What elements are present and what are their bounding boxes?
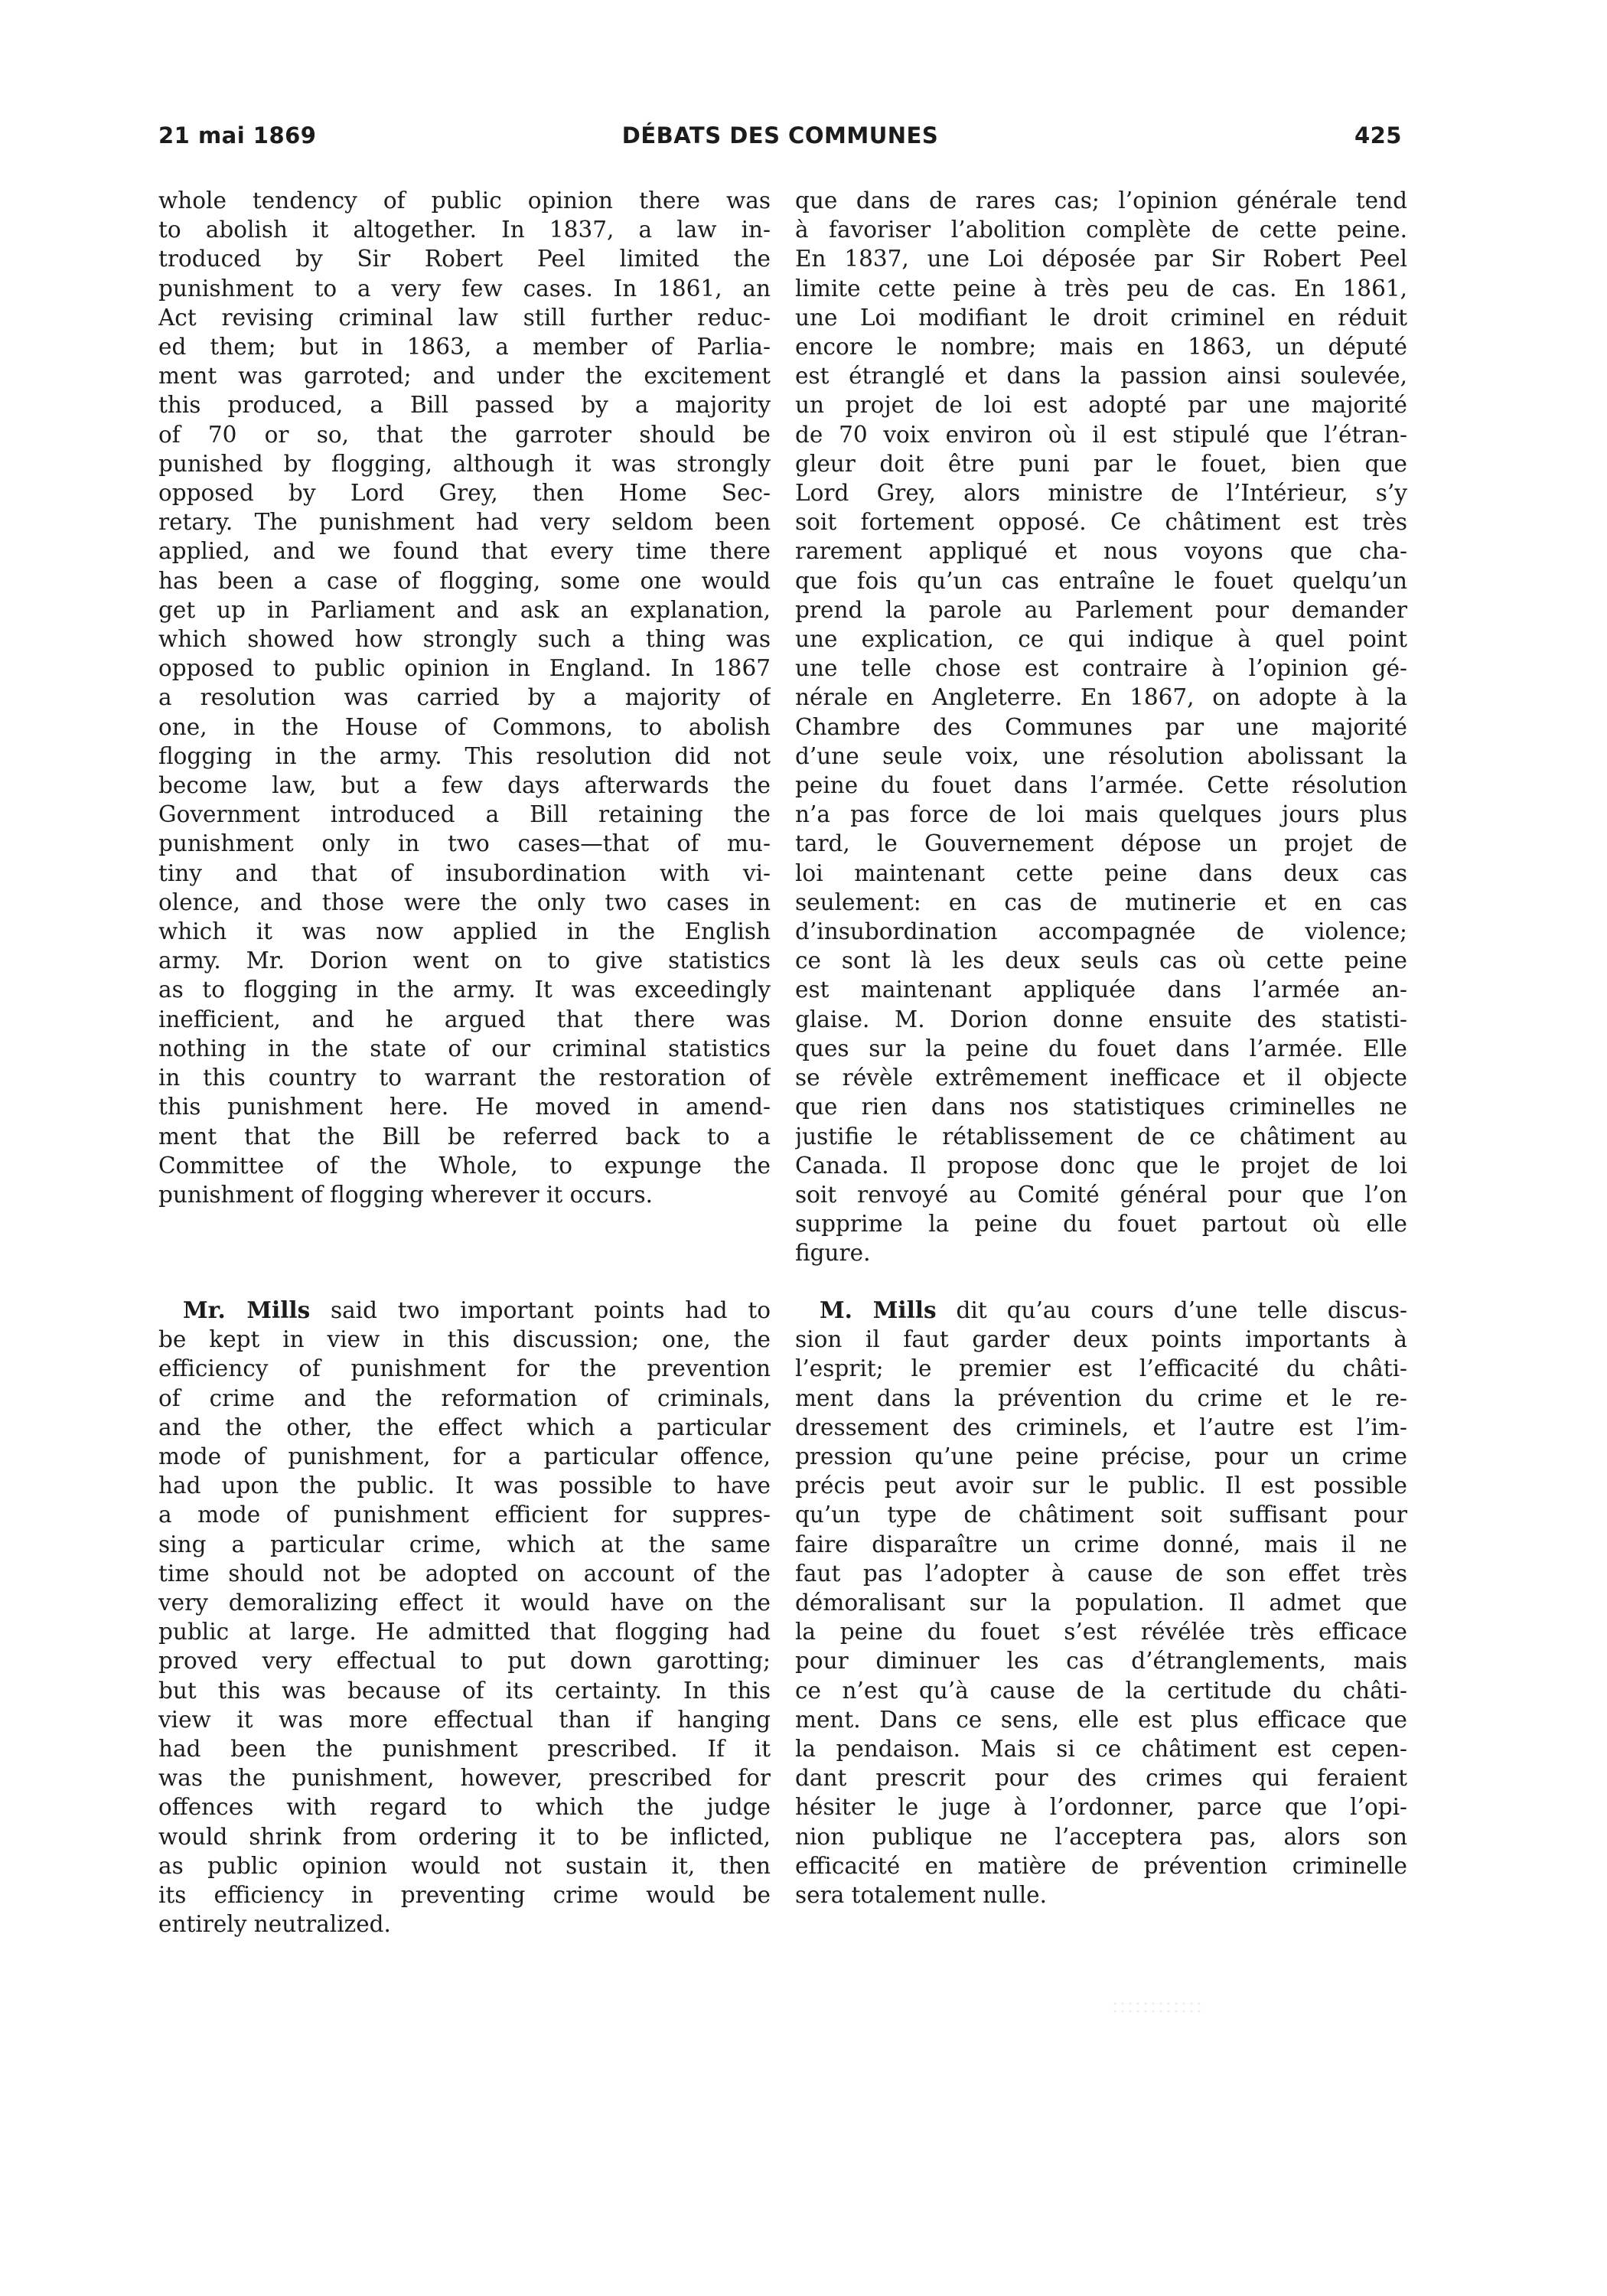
text-line: whole tendency of public opinion there was (158, 188, 771, 214)
paragraph-body (795, 1325, 1407, 1910)
paragraph-body (158, 1325, 771, 1939)
text-line: nion publique ne l’acceptera pas, alors son (795, 1823, 1407, 1850)
text-line: inefficient, and he argued that there was (158, 1006, 771, 1032)
text-line: sing a particular crime, which at the same (158, 1531, 771, 1557)
text-line: had been the punishment prescribed. If it (158, 1736, 771, 1763)
text-line: rarement appliqué et nous voyons que cha- (795, 538, 1407, 565)
text-line: as public opinion would not sustain it, then (158, 1852, 771, 1879)
text-line: to abolish it altogether. In 1837, a law in- (158, 217, 771, 243)
text-line: pour diminuer les cas d’étranglements, mais (795, 1648, 1407, 1675)
text-line: troduced by Sir Robert Peel limited the (158, 246, 771, 272)
text-line: proved very effectual to put down garotting; (158, 1648, 771, 1675)
page-number: 425 (1354, 122, 1402, 148)
text-line: opposed to public opinion in England. In 1867 (158, 655, 771, 682)
text-line: loi maintenant cette peine dans deux cas (795, 859, 1407, 886)
text-line: encore le nombre; mais en 1863, un député (795, 334, 1407, 360)
text-line: but this was because of its certainty. In this (158, 1677, 771, 1704)
page-header (158, 122, 1402, 161)
text-line: punishment to a very few cases. In 1861, an (158, 275, 771, 302)
text-line: soit fortement opposé. Ce châtiment est très (795, 509, 1407, 536)
english-column-top (158, 186, 771, 1209)
first-line (158, 1296, 771, 1325)
text-line: gleur doit être puni par le fouet, bien que (795, 450, 1407, 477)
speaker-name: Mr. Mills (183, 1296, 311, 1323)
text-line: n’a pas force de loi mais quelques jours plus (795, 801, 1407, 828)
text-line: démoralisant sur la population. Il admet que (795, 1590, 1407, 1616)
text-line: est maintenant appliquée dans l’armée an- (795, 977, 1407, 1003)
text-line: has been a case of flogging, some one would (158, 567, 771, 594)
text-line: de 70 voix environ où il est stipulé que l’étran- (795, 421, 1407, 448)
text-line: flogging in the army. This resolution did not (158, 742, 771, 769)
text-line: olence, and those were the only two cases in (158, 889, 771, 915)
text-line: dressement des criminels, et l’autre est l’im- (795, 1414, 1407, 1440)
text-line: d’une seule voix, une résolution abolissant la (795, 742, 1407, 769)
text-line: become law, but a few days afterwards the (158, 772, 771, 799)
text-line: punishment of flogging wherever it occurs. (158, 1181, 654, 1208)
text-line: in this country to warrant the restoration of (158, 1065, 771, 1091)
text-line: be kept in view in this discussion; one, the (158, 1326, 771, 1353)
text-line: and the other, the effect which a particular (158, 1414, 771, 1440)
text-line: as to flogging in the army. It was exceedingly (158, 977, 771, 1003)
text-line: a resolution was carried by a majority of (158, 684, 771, 711)
first-line (795, 1296, 1407, 1325)
text-line: que fois qu’un cas entraîne le fouet quelqu’un (795, 567, 1407, 594)
text-line: its efficiency in preventing crime would be (158, 1882, 771, 1909)
text-line: time should not be adopted on account of the (158, 1560, 771, 1587)
text-line: of 70 or so, that the garroter should be (158, 421, 771, 448)
text-line: Canada. Il propose donc que le projet de loi (795, 1152, 1407, 1179)
text-line: que rien dans nos statistiques criminelles ne (795, 1094, 1407, 1120)
text-line: d’insubordination accompagnée de violence; (795, 918, 1407, 945)
english-paragraph-mills (158, 1296, 771, 1939)
text-line: punished by flogging, although it was strongly (158, 450, 771, 477)
text-line: à favoriser l’abolition complète de cette peine. (795, 217, 1407, 243)
text-line: efficiency of punishment for the prevention (158, 1355, 771, 1382)
text-line: was the punishment, however, prescribed for (158, 1765, 771, 1792)
text-line: une telle chose est contraire à l’opinion gé- (795, 655, 1407, 682)
text-line: ce sont là les deux seuls cas où cette peine (795, 947, 1407, 974)
text-line: punishment only in two cases—that of mu- (158, 830, 771, 857)
french-paragraph-dorion (795, 186, 1407, 1268)
french-column-top (795, 186, 1407, 1268)
text-line: which it was now applied in the English (158, 918, 771, 945)
text-line: Chambre des Communes par une majorité (795, 713, 1407, 740)
speaker-name: M. Mills (820, 1296, 937, 1323)
text-line: would shrink from ordering it to be inflicted, (158, 1823, 771, 1850)
text-line: peine du fouet dans l’armée. Cette résolution (795, 772, 1407, 799)
text-line: public at large. He admitted that flogging had (158, 1619, 771, 1645)
text-line: ment that the Bill be referred back to a (158, 1123, 771, 1150)
text-line: which showed how strongly such a thing was (158, 626, 771, 653)
text-line: Act revising criminal law still further reduc- (158, 304, 771, 331)
text-line: figure. (795, 1240, 871, 1267)
header-date: 21 mai 1869 (158, 122, 317, 148)
text-line: applied, and we found that every time there (158, 538, 771, 565)
text-line: que dans de rares cas; l’opinion générale tend (795, 188, 1407, 214)
text-line: entirely neutralized. (158, 1911, 391, 1938)
text-line: retary. The punishment had very seldom been (158, 509, 771, 536)
first-line-text: said two important points had to (310, 1297, 771, 1323)
text-line: ment. Dans ce sens, elle est plus efficace que (795, 1706, 1407, 1733)
text-line: l’esprit; le premier est l’efficacité du châti- (795, 1355, 1407, 1382)
text-line: ed them; but in 1863, a member of Parlia- (158, 334, 771, 360)
text-line: dant prescrit pour des crimes qui feraient (795, 1765, 1407, 1792)
text-line: this punishment here. He moved in amend- (158, 1094, 771, 1120)
english-paragraph-dorion (158, 186, 771, 1209)
text-line: army. Mr. Dorion went on to give statistics (158, 947, 771, 974)
text-line: Government introduced a Bill retaining the (158, 801, 771, 828)
text-line: mode of punishment, for a particular offence, (158, 1443, 771, 1470)
first-line-text: dit qu’au cours d’une telle discus- (936, 1297, 1407, 1323)
text-line: justifie le rétablissement de ce châtiment au (795, 1123, 1407, 1150)
text-line: seulement: en cas de mutinerie et en cas (795, 889, 1407, 915)
text-line: faut pas l’adopter à cause de son effet très (795, 1560, 1407, 1587)
text-line: pression qu’une peine précise, pour un crime (795, 1443, 1407, 1470)
text-line: supprime la peine du fouet partout où elle (795, 1211, 1407, 1238)
text-line: ce n’est qu’à cause de la certitude du châti- (795, 1677, 1407, 1704)
text-line: se révèle extrêmement inefficace et il objecte (795, 1065, 1407, 1091)
text-line: tiny and that of insubordination with vi- (158, 859, 771, 886)
text-line: une Loi modifiant le droit criminel en réduit (795, 304, 1407, 331)
text-line: ment dans la prévention du crime et le re- (795, 1384, 1407, 1411)
text-line: qu’un type de châtiment soit suffisant pour (795, 1502, 1407, 1528)
text-line: efficacité en matière de prévention criminelle (795, 1852, 1407, 1879)
text-line: précis peut avoir sur le public. Il est possible (795, 1473, 1407, 1499)
english-column-bottom (158, 1296, 771, 1939)
text-line: un projet de loi est adopté par une majorité (795, 392, 1407, 419)
text-line: a mode of punishment efficient for suppres- (158, 1502, 771, 1528)
text-line: prend la parole au Parlement pour demander (795, 596, 1407, 623)
text-line: faire disparaître un crime donné, mais il ne (795, 1531, 1407, 1557)
text-line: tard, le Gouvernement dépose un projet de (795, 830, 1407, 857)
text-line: ment was garroted; and under the excitement (158, 363, 771, 390)
text-line: this produced, a Bill passed by a majority (158, 392, 771, 419)
header-title: DÉBATS DES COMMUNES (621, 122, 939, 148)
french-paragraph-mills (795, 1296, 1407, 1910)
text-line: Lord Grey, alors ministre de l’Intérieur, s’y (795, 480, 1407, 507)
text-line: la pendaison. Mais si ce châtiment est cepen- (795, 1736, 1407, 1763)
text-line: En 1837, une Loi déposée par Sir Robert Peel (795, 246, 1407, 272)
text-line: view it was more effectual than if hanging (158, 1706, 771, 1733)
text-line: get up in Parliament and ask an explanation, (158, 596, 771, 623)
text-line: opposed by Lord Grey, then Home Sec- (158, 480, 771, 507)
text-line: Committee of the Whole, to expunge the (158, 1152, 771, 1179)
scan-speck (1111, 2000, 1203, 2015)
text-line: sion il faut garder deux points importants à (795, 1326, 1407, 1353)
text-line: nothing in the state of our criminal statistics (158, 1035, 771, 1062)
text-line: limite cette peine à très peu de cas. En 1861, (795, 275, 1407, 302)
text-line: of crime and the reformation of criminals, (158, 1384, 771, 1411)
text-line: one, in the House of Commons, to abolish (158, 713, 771, 740)
text-line: glaise. M. Dorion donne ensuite des statisti- (795, 1006, 1407, 1032)
text-line: ques sur la peine du fouet dans l’armée. Elle (795, 1035, 1407, 1062)
text-line: nérale en Angleterre. En 1867, on adopte à la (795, 684, 1407, 711)
text-line: est étranglé et dans la passion ainsi soulevée, (795, 363, 1407, 390)
text-line: la peine du fouet s’est révélée très efficace (795, 1619, 1407, 1645)
text-line: une explication, ce qui indique à quel point (795, 626, 1407, 653)
text-line: very demoralizing effect it would have on the (158, 1590, 771, 1616)
text-line: hésiter le juge à l’ordonner, parce que l’opi- (795, 1794, 1407, 1821)
text-line: sera totalement nulle. (795, 1882, 1047, 1909)
text-line: offences with regard to which the judge (158, 1794, 771, 1821)
text-line: had upon the public. It was possible to have (158, 1473, 771, 1499)
french-column-bottom (795, 1296, 1407, 1910)
text-line: soit renvoyé au Comité général pour que l’on (795, 1181, 1407, 1208)
